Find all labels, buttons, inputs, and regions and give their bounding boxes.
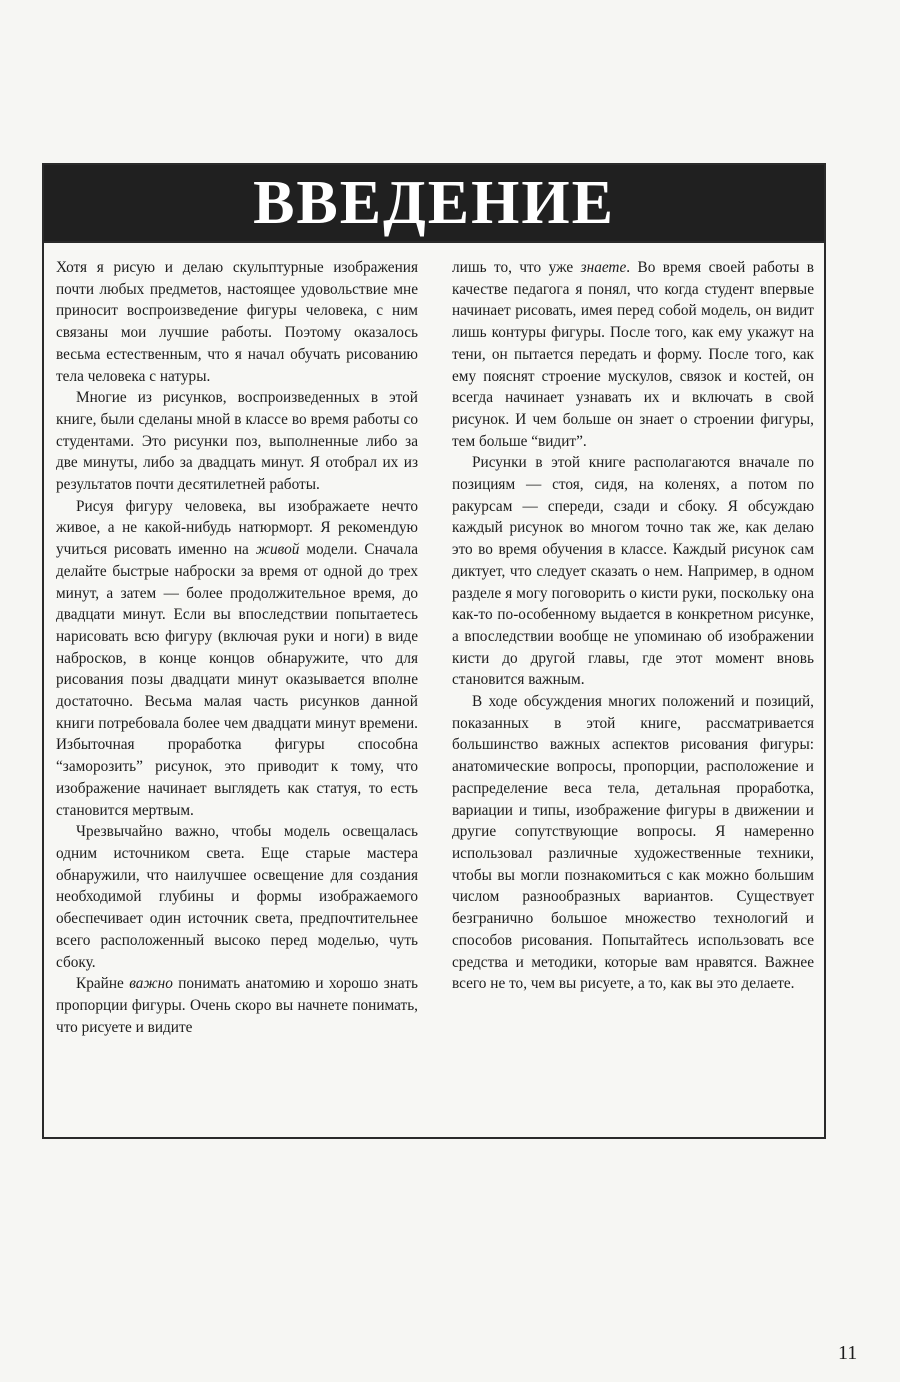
paragraph: Чрезвычайно важно, чтобы модель освещалась одним источником света. Еще старые мастера обнаружили, что наилучшее освещение для создания необходимой глубины и формы изображаемого обеспечивает один источник света, предпочтительнее всего расположенный высоко перед моделью, чуть сбоку. [56,823,418,971]
paragraph: лишь то, что уже знаете. Во время своей работы в качестве педагога я понял, что когда студент впервые начинает рисовать, имея перед собой модель, он видит лишь контуры фигуры. После того, как ему укажут на тени, он пытается передать и форму. После того, как ему пояснят строение мускулов, связок и костей, он всегда начинает узнавать их и включать в свой рисунок. И чем больше он знает о строении фигуры, тем больше “видит”. [452,259,814,450]
chapter-title: ВВЕДЕНИЕ [253,169,615,237]
left-column [56,257,418,1038]
text-columns [56,257,814,1038]
paragraph: Рисунки в этой книге располагаются вначале по позициям — стоя, сидя, на коленях, а потом по ракурсам — спереди, сзади и сбоку. Я обсуждаю каждый рисунок во многом точно так же, как делаю это во время обучения в классе. Каждый рисунок сам диктует, что следует сказать о нем. Например, в одном разделе я могу поговорить о кисти руки, поскольку она как-то по-особенному выдается в конкретном рисунке, а впоследствии вообще не упоминаю об изображении кисти до другой главы, где этот момент вновь становится важным. [452,454,814,689]
paragraph: Рисуя фигуру человека, вы изображаете нечто живое, а не какой-нибудь натюрморт. Я рекомендую учиться рисовать именно на живой модели. Сначала делайте быстрые наброски за время от одной до трех минут, а затем — более продолжительное время, до двадцати минут. Если вы впоследствии попытаетесь нарисовать всю фигуру (включая руки и ноги) в виде набросков, в конце концов обнаружите, что для рисования позы двадцати минут оказывается вполне достаточно. Весьма малая часть рисунков данной книги потребовала более чем двадцати минут времени. Избыточная проработка фигуры способна “заморозить” рисунок, это приводит к тому, что изображение начинает выглядеть как статуя, то есть становится мертвым. [56,497,418,819]
page-number: 11 [838,1342,858,1364]
intro-frame [42,163,826,1139]
emphasis: важно [129,975,173,993]
right-column [452,257,814,1038]
emphasis: живой [255,541,300,559]
paragraph: Хотя я рисую и делаю скульптурные изображения почти любых предметов, настоящее удовольствие мне приносит воспроизведение фигуры человека, с ним связаны мои лучшие работы. Поэтому оказалось весьма естественным, что я начал обучать рисованию тела человека с натуры. [56,259,418,385]
paragraph: В ходе обсуждения многих положений и позиций, показанных в этой книге, рассматривается большинство важных аспектов рисования фигуры: анатомические вопросы, пропорции, расположение и распределение веса тела, детальная проработка, вариации и типы, изображение фигуры в движении и другие сопутствующие вопросы. Я намеренно использовал различные художественные техники, чтобы вы могли познакомиться с как можно большим числом разнообразных вариантов. Существует безгранично большое множество технологий и способов рисования. Попытайтесь использовать все средства и методики, которые вам нравятся. Важнее всего не то, чем вы рисуете, а то, как вы это делаете. [452,693,814,993]
paragraph: Крайне важно понимать анатомию и хорошо знать пропорции фигуры. Очень скоро вы начнете понимать, что рисуете и видите [56,975,418,1036]
paragraph: Многие из рисунков, воспроизведенных в этой книге, были сделаны мной в классе во время работы со студентами. Это рисунки поз, выполненные либо за две минуты, либо за двадцать минут. Я отобрал их из результатов почти десятилетней работы. [56,389,418,494]
emphasis: знаете [580,259,627,276]
title-banner [44,165,824,243]
